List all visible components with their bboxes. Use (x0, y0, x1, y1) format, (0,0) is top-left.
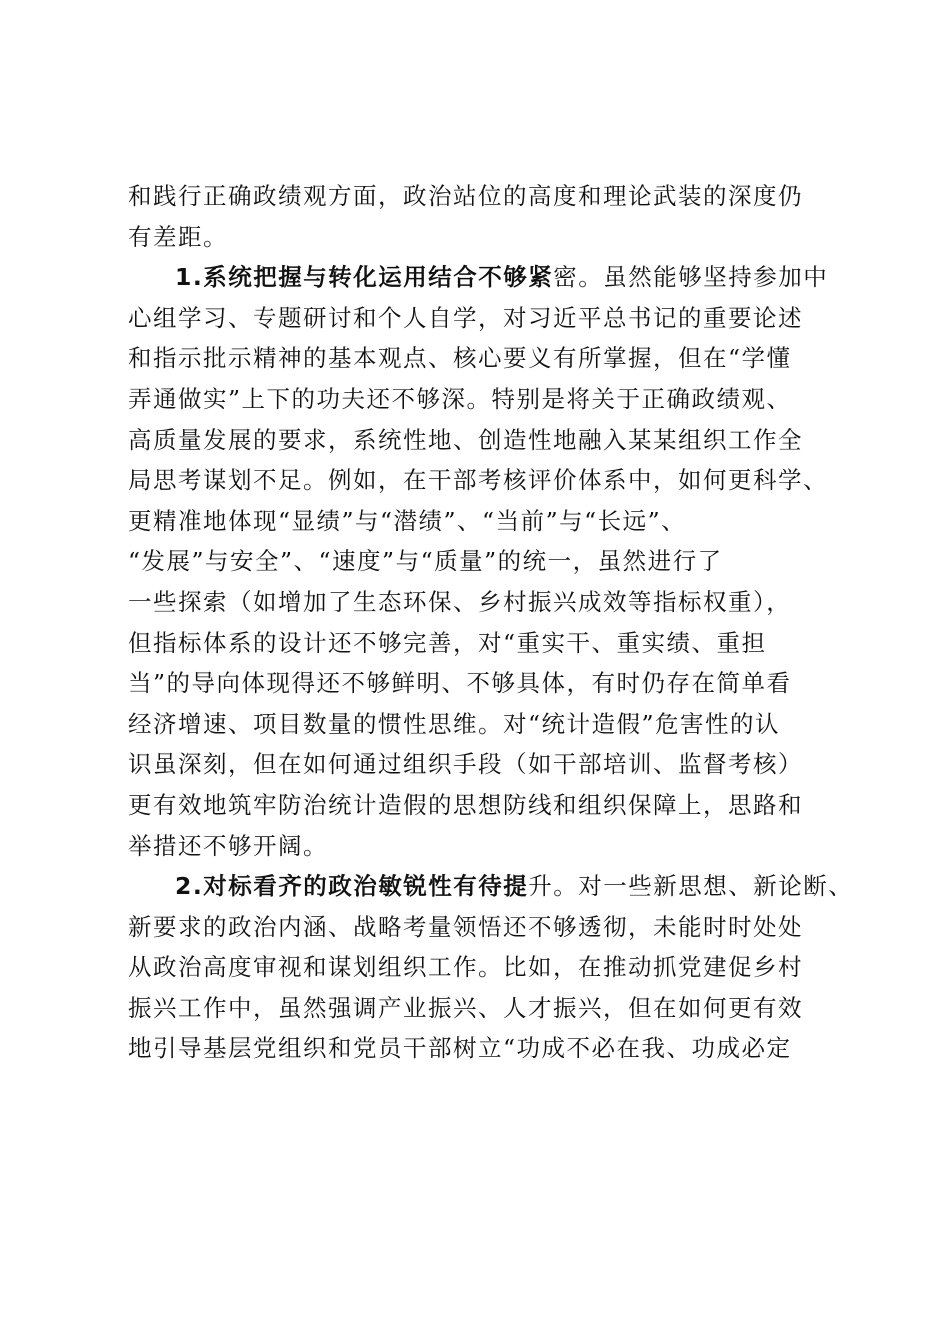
point-heading: 1.系统把握与转化运用结合不够紧 (175, 263, 554, 292)
paragraph-intro-continuation (128, 176, 848, 257)
text-line: 振兴工作中，虽然强调产业振兴、人才振兴，但在如何更有效 (128, 993, 803, 1022)
text-line: 从政治高度审视和谋划组织工作。比如，在推动抓党建促乡村 (128, 953, 803, 982)
text-line: 弄通做实”上下的功夫还不够深。特别是将关于正确政绩观、 (128, 384, 792, 413)
text-line: 更有效地筑牢防治统计造假的思想防线和组织保障上，思路和 (128, 790, 803, 819)
text-line-with-heading (128, 866, 854, 907)
document-body (128, 176, 854, 1069)
text-line: 更精准地体现“显绩”与“潜绩”、“当前”与“长远”、 (128, 506, 687, 535)
paragraph-point-1 (128, 257, 848, 866)
paragraph-point-2 (128, 866, 854, 1069)
text-line: 识虽深刻，但在如何通过组织手段（如干部培训、监督考核） (128, 750, 803, 779)
text-run: 密。虽然能够坚持参加中 (553, 263, 829, 292)
text-line: 一些探索（如增加了生态环保、乡村振兴成效等指标权重）， (128, 587, 792, 616)
text-line: 地引导基层党组织和党员干部树立“功成不必在我、功成必定 (128, 1034, 792, 1063)
text-line: 有差距。 (128, 222, 228, 251)
text-line: 举措还不够开阔。 (128, 831, 328, 860)
text-line: 局思考谋划不足。例如，在干部考核评价体系中，如何更科学、 (128, 466, 828, 495)
text-run: 升。对一些新思想、新论断、 (528, 872, 854, 901)
text-line: 经济增速、项目数量的惯性思维。对“统计造假”危害性的认 (128, 709, 781, 738)
text-line-with-heading (128, 257, 848, 298)
text-line: 但指标体系的设计还不够完善，对“重实干、重实绩、重担 (128, 628, 767, 657)
text-line: 心组学习、专题研讨和个人自学，对习近平总书记的重要论述 (128, 303, 803, 332)
point-heading: 2.对标看齐的政治敏锐性有待提 (175, 872, 529, 901)
text-line: “发展”与安全”、“速度”与“质量”的统一，虽然进行了 (128, 547, 723, 576)
text-line: 和指示批示精神的基本观点、核心要义有所掌握，但在“学懂 (128, 344, 792, 373)
text-line: 高质量发展的要求，系统性地、创造性地融入某某组织工作全 (128, 425, 803, 454)
text-line: 当”的导向体现得还不够鲜明、不够具体，有时仍存在简单看 (128, 669, 792, 698)
text-line: 和践行正确政绩观方面，政治站位的高度和理论武装的深度仍 (128, 182, 803, 210)
text-line: 新要求的政治内涵、战略考量领悟还不够透彻，未能时时处处 (128, 912, 803, 941)
